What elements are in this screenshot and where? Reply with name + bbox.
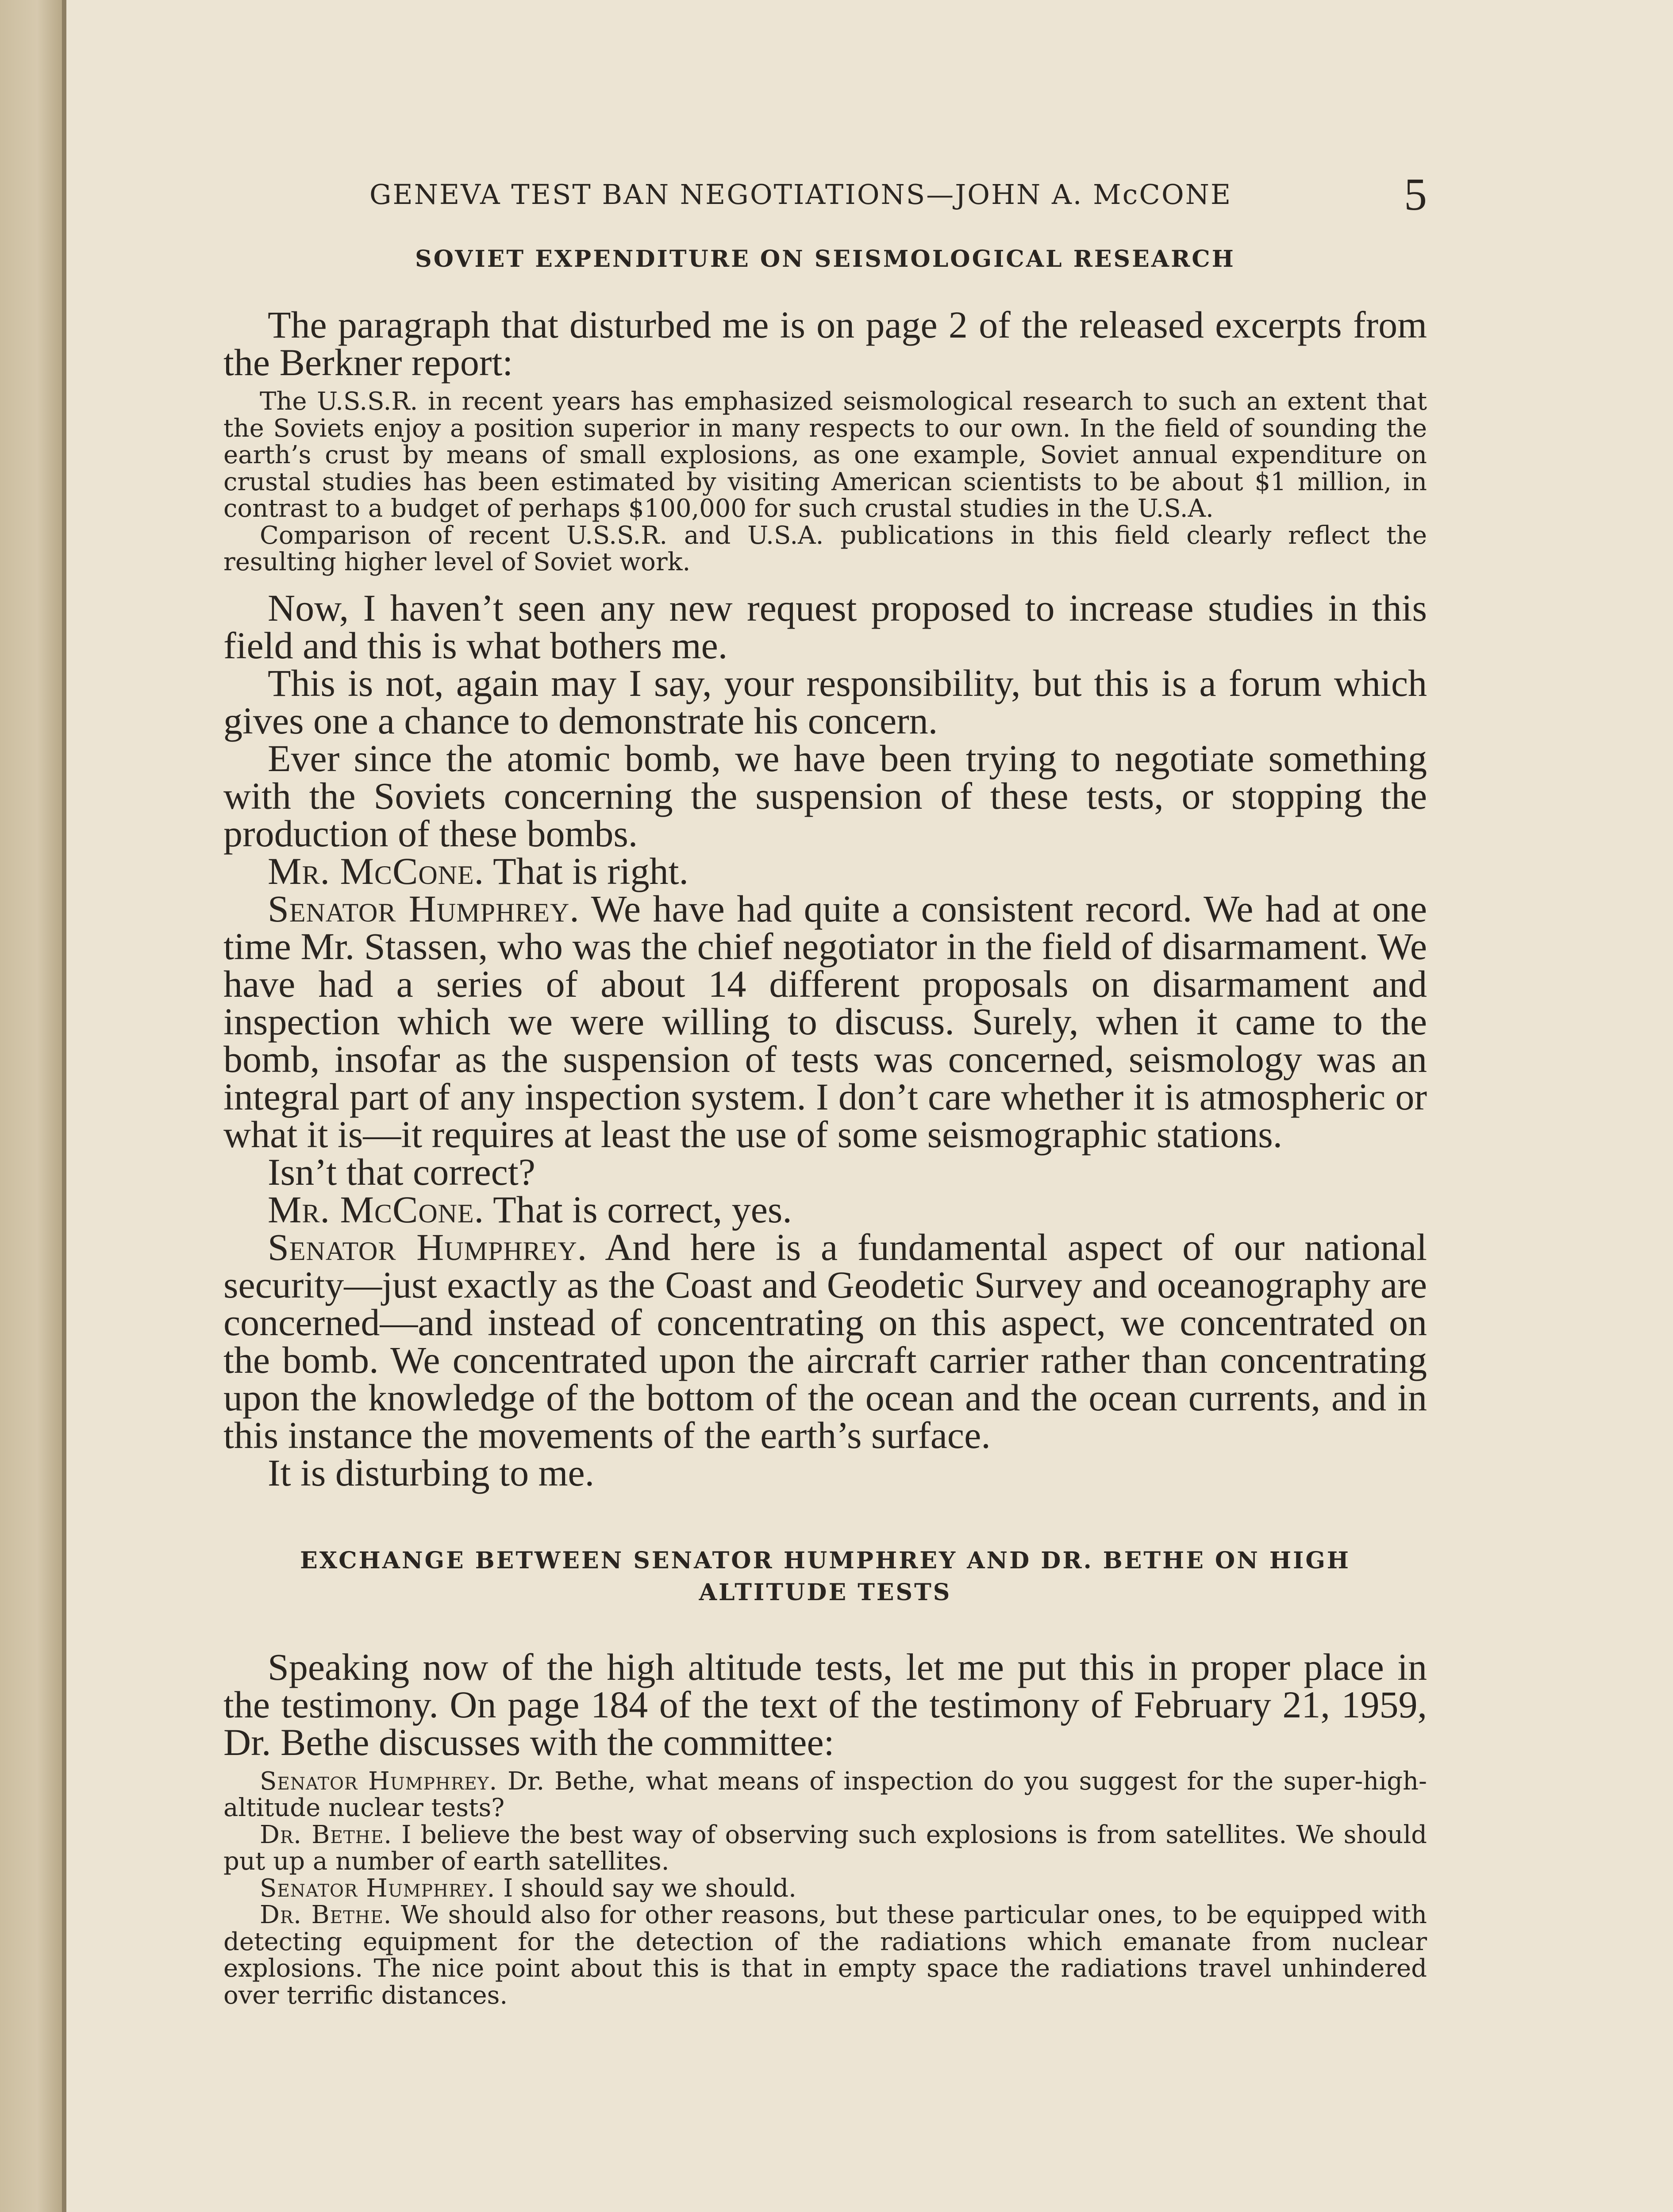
quoted-exchange xyxy=(223,1902,1427,2009)
testimony-paragraph xyxy=(223,1225,1427,1456)
binding-strip xyxy=(0,0,62,2212)
speaker-name: Dr. Bethe. xyxy=(260,1820,392,1849)
running-head xyxy=(223,164,1427,226)
speaker-name: Dr. Bethe. xyxy=(260,1901,392,1929)
paragraph-text: That is correct, yes. xyxy=(493,1188,792,1231)
paragraph-text: This is not, again may I say, your responsibility, but this is a forum which gives one a chance to demonstrate his concern. xyxy=(223,661,1427,742)
speaker-name: Mr. McCone. xyxy=(268,1188,485,1231)
quoted-paragraph: Comparison of recent U.S.S.R. and U.S.A. publications in this field clearly reflect the resulting higher level of Soviet work. xyxy=(223,521,1427,576)
quoted-text: I should say we should. xyxy=(503,1874,796,1903)
paragraph-text: It is disturbing to me. xyxy=(268,1451,595,1494)
testimony-paragraph xyxy=(223,661,1427,742)
testimony-paragraph xyxy=(223,1451,1427,1494)
testimony-paragraph xyxy=(223,849,1427,892)
quoted-exchange xyxy=(223,1822,1427,1875)
paragraph-text: Isn’t that correct? xyxy=(268,1150,535,1193)
section-intro: The paragraph that disturbed me is on page 2 of the released excerpts from the Berkner report: xyxy=(223,303,1427,384)
quoted-paragraph: The U.S.S.R. in recent years has emphasized seismological research to such an extent that the Soviets enjoy a position superior in many respects to our own. In the field of sounding the earth’s crust by means of small explosions, as one example, Soviet annual expenditure on crustal studies has been estimated by visiting American scientists to be about $1 million, in contrast to a budget of perhaps $100,000 for such crustal studies in the U.S.A. xyxy=(223,387,1427,523)
speaker-name: Senator Humphrey. xyxy=(268,1225,588,1268)
testimony-paragraph xyxy=(223,1150,1427,1193)
paragraph-text: Ever since the atomic bomb, we have been trying to negotiate something with the Soviets concerning the suspension of these tests, or stopping the production of these bombs. xyxy=(223,737,1427,855)
quoted-text: Dr. Bethe, what means of inspection do you suggest for the super-high-altitude nuclear tests? xyxy=(223,1767,1427,1822)
testimony-paragraph xyxy=(223,1188,1427,1231)
paragraph-text: That is right. xyxy=(493,849,688,892)
paragraph-text: Now, I haven’t seen any new request proposed to increase studies in this field and this is what bothers me. xyxy=(223,586,1427,667)
quoted-text: We should also for other reasons, but these particular ones, to be equipped with detecting equipment for the detection of the radiations which emanate from nuclear explosions. The nice point about this is that in empty space the radiations travel unhindered over terrific distances. xyxy=(223,1901,1427,2010)
speaker-name: Mr. McCone. xyxy=(268,849,485,892)
running-title: GENEVA TEST BAN NEGOTIATIONS—JOHN A. McCONE xyxy=(369,178,1232,211)
quoted-exchange xyxy=(223,1875,1427,1902)
testimony-paragraph xyxy=(223,887,1427,1156)
text-block xyxy=(223,164,1427,2009)
speaker-name: Senator Humphrey. xyxy=(260,1767,498,1796)
binding-edge xyxy=(62,0,66,2212)
page-number: 5 xyxy=(1404,169,1427,220)
paragraph-text: We have had quite a consistent record. We had at one time Mr. Stassen, who was the chief negotiator in the field of disarmament. We have had a series of about 14 different proposals on disarmament and inspection which we were willing to discuss. Surely, when it came to the bomb, insofar as the suspension of tests was concerned, seismology was an integral part of any inspection system. I don’t care whether it is atmospheric or what it is—it requires at least the use of some seismographic stations. xyxy=(223,887,1427,1156)
testimony-paragraph xyxy=(223,737,1427,855)
testimony-paragraph xyxy=(223,586,1427,667)
section-intro: Speaking now of the high altitude tests, let me put this in proper place in the testimony. On page 184 of the text of the testimony of February 21, 1959, Dr. Bethe discusses with the committee: xyxy=(223,1645,1427,1763)
speaker-name: Senator Humphrey. xyxy=(268,887,580,930)
quoted-text: I believe the best way of observing such explosions is from satellites. We should put up a number of earth satellites. xyxy=(223,1820,1427,1876)
section-heading-soviet-expenditure: SOVIET EXPENDITURE ON SEISMOLOGICAL RESEARCH xyxy=(415,246,1235,273)
section-heading-humphrey-bethe-exchange: EXCHANGE BETWEEN SENATOR HUMPHREY AND DR. BETHE ON HIGH ALTITUDE TESTS xyxy=(300,1547,1350,1606)
quoted-exchange xyxy=(223,1768,1427,1822)
paragraph-text: And here is a fundamental aspect of our national security—just exactly as the Coast and Geodetic Survey and oceanography are concerned—and instead of concentrating on this aspect, we concentrated on the bomb. We concentrated upon the aircraft carrier rather than concentrating upon the knowledge of the bottom of the ocean and the ocean currents, and in this instance the movements of the earth’s surface. xyxy=(223,1225,1427,1456)
speaker-name: Senator Humphrey. xyxy=(260,1874,496,1903)
